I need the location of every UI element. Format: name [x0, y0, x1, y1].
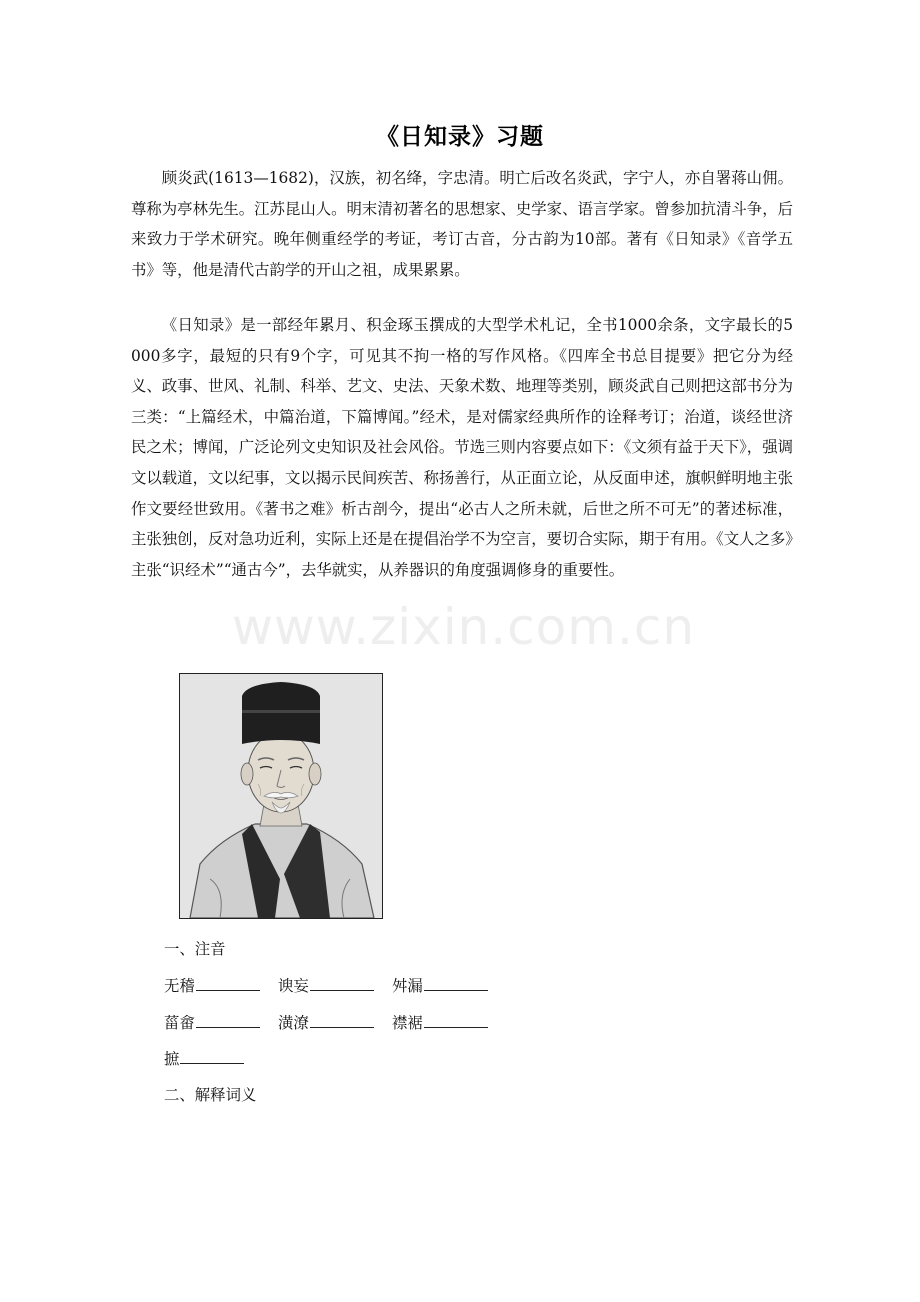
pinyin-row-2 [164, 1012, 506, 1034]
answer-blank[interactable] [196, 976, 260, 991]
section-heading-definitions: 二、解释词义 [164, 1086, 257, 1104]
answer-blank[interactable] [424, 1013, 488, 1028]
word-label: 谀妄 [278, 977, 309, 995]
answer-blank[interactable] [424, 976, 488, 991]
pinyin-item [164, 1048, 278, 1070]
portrait-illustration [180, 674, 382, 918]
pinyin-row-1 [164, 975, 506, 997]
pinyin-item [164, 1012, 278, 1034]
section-heading-pinyin: 一、注音 [164, 940, 226, 958]
word-label: 潢潦 [278, 1014, 309, 1032]
pinyin-item [278, 1012, 392, 1034]
intro-paragraph-2 [131, 310, 793, 585]
pinyin-item [278, 975, 392, 997]
pinyin-row-3 [164, 1048, 278, 1070]
answer-blank[interactable] [310, 976, 374, 991]
word-label: 摭 [164, 1050, 180, 1068]
word-label: 菑畲 [164, 1014, 195, 1032]
intro-paragraph-1 [131, 163, 793, 285]
answer-blank[interactable] [310, 1013, 374, 1028]
answer-blank[interactable] [180, 1049, 244, 1064]
pinyin-item [164, 975, 278, 997]
word-label: 舛漏 [392, 977, 423, 995]
portrait-image [179, 673, 383, 919]
answer-blank[interactable] [196, 1013, 260, 1028]
pinyin-item [392, 975, 506, 997]
page-title: 《日知录》习题 [376, 123, 544, 150]
paragraph-text: 顾炎武(1613—1682)，汉族，初名绛，字忠清。明亡后改名炎武，字宁人，亦自署蒋山佣。尊称为亭林先生。江苏昆山人。明末清初著名的思想家、史学家、语言学家。曾参加抗清斗争，后来致力于学术研究。晚年侧重经学的考证，考订古音，分古韵为10部。著有《日知录》《音学五书》等，他是清代古韵学的开山之祖，成果累累。 [131, 169, 793, 279]
word-label: 无稽 [164, 977, 195, 995]
word-label: 襟裾 [392, 1014, 423, 1032]
paragraph-text: 《日知录》是一部经年累月、积金琢玉撰成的大型学术札记，全书1000余条，文字最长的5 000多字，最短的只有9个字，可见其不拘一格的写作风格。《四库全书总目提要》把它分为经义、政事、世风、礼制、科举、艺文、史法、天象术数、地理等类别，顾炎武自己则把这部书分为三类：“上篇经术，中篇治道，下篇博闻。”经术，是对儒家经典所作的诠释考订；治道，谈经世济民之术；博闻，广泛论列文史知识及社会风俗。节选三则内容要点如下：《文须有益于天下》，强调文以载道，文以纪事，文以揭示民间疾苦、称扬善行，从正面立论，从反面申述，旗帜鲜明地主张作文要经世致用。《著书之难》析古剖今，提出“必古人之所未就，后世之所不可无”的著述标准，主张独创，反对急功近利，实际上还是在提倡治学不为空言，要切合实际，期于有用。《文人之多》主张“识经术”“通古今”，去华就实，从养器识的角度强调修身的重要性。 [131, 316, 793, 579]
watermark: www.zixin.com.cn [232, 598, 696, 656]
pinyin-item [392, 1012, 506, 1034]
